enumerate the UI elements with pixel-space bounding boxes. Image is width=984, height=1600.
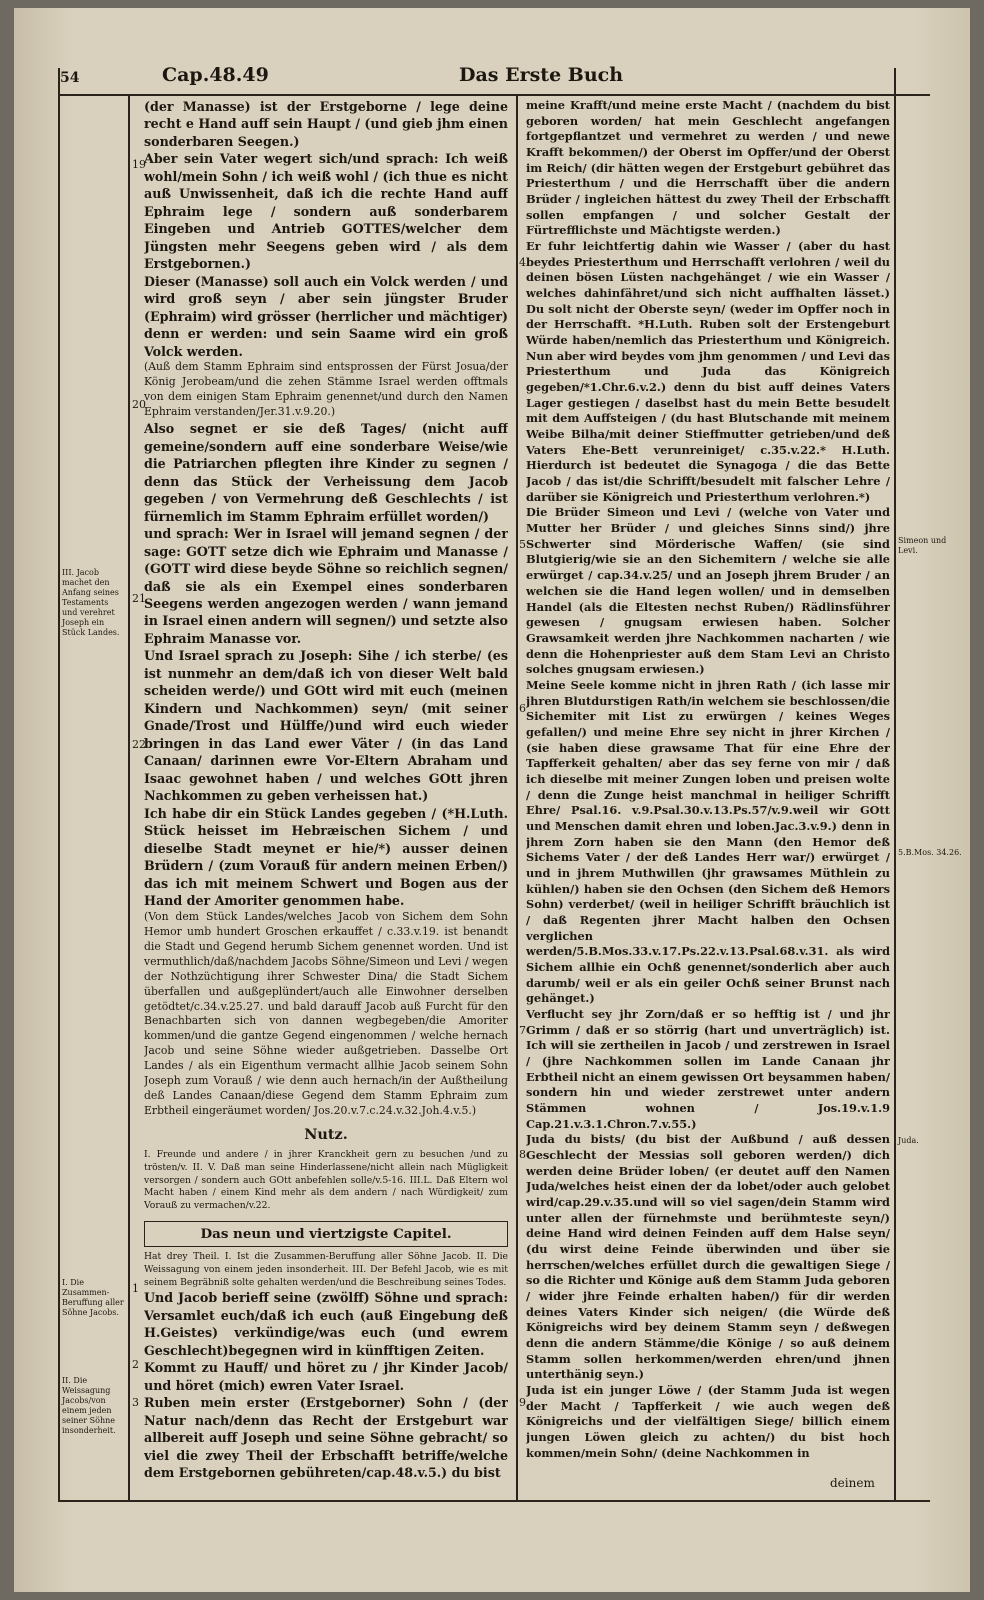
paragraph: Und Jacob berieff seine (zwölff) Söhne und sprach: Versamlet euch/daß ich euch (auß Eingebung deß H.Geistes) verkündige/was euch (und ewrem Geschlecht)begegnen wird in künfftigen Zeiten. <box>144 1290 508 1358</box>
margin-note-left-i: I. Die Zusammen-Beruffung aller Söhne Jacobs. <box>62 1278 124 1317</box>
paragraph: (der Manasse) ist der Erstgeborne / lege deine recht e Hand auff sein Haupt / (und gieb jhm einen sonderbaren Seegen.) <box>144 99 508 149</box>
column-divider <box>516 94 518 1500</box>
paragraph: meine Krafft/und meine erste Macht / (nachdem du bist geboren worden/ hat mein Geschlecht angefangen fortgepflantzet und vermehret zu werden / und newe Krafft bekommen/) der Oberst im Opffer/und der Oberst im Reich/ (dir hätten wegen der Erstgeburt gebühret das Priesterthum / und die Herrschafft über die andern Brüder / ingleichen hättest du zwey Theil der Erbschafft sollen empfangen / und solcher Gestalt der Fürtrefflichste und Mächtigste werden.) <box>526 98 890 238</box>
margin-note-left-iii: III. Jacob machet den Anfang seines Testaments und verehret Joseph ein Stück Landes. <box>62 568 120 637</box>
margin-note-left-ii: II. Die Weissagung Jacobs/von einem jeden seiner Söhne insonderheit. <box>62 1376 116 1435</box>
right-text-column <box>526 98 890 1498</box>
paragraph: und sprach: Wer in Israel will jemand segnen / der sage: GOTT setze dich wie Ephraim und Manasse / (GOTT wird diese beyde Söhne so reichlich segnen/ daß sie als ein Exempel eines sonderbaren Seegens werden angezogen werden / wann jemand in Israel einen andern will segnen/) und setzte also Ephraim Manasse vor. <box>144 526 508 646</box>
left-margin-rule <box>128 94 130 1500</box>
verse-number: 22 <box>132 738 146 751</box>
verse-number: 20 <box>132 398 146 411</box>
margin-note-right-simeon: Simeon und Levi. <box>898 536 947 555</box>
paragraph: Dieser (Manasse) soll auch ein Volck werden / und wird groß seyn / aber sein jüngster Bruder (Ephraim) wird grösser (herrlicher und mächtiger) denn er werden: und sein Saame wird ein groß Volck werden. <box>144 273 508 359</box>
paragraph: Ich habe dir ein Stück Landes gegeben / (*H.Luth. Stück heisset im Hebræischen Sichem / und dieselbe Stadt meynet er hie/*) ausser deinen Brüdern / (zum Vorauß für andern meinen Erben/) das ich mit meinem Schwert und Bogen aus der Hand der Amoriter genommen habe. <box>144 805 508 909</box>
paragraph: Er fuhr leichtfertig dahin wie Wasser / (aber du hast beydes Priesterthum und Herrschafft verlohren / weil du deinen bösen Lüsten nachgehänget / wie ein Wasser / welches dahinfähret/und sich nicht auffhalten lässet.) Du solt nicht der Oberste seyn/ (weder im Opffer noch in der Herrschafft. *H.Luth. Ruben solt der Erstengeburt Würde haben/nemlich das Priesterthum und Königreich. Nun aber wird beydes vom jhm genommen / und Levi das Priesterthum und Juda das Königreich gegeben/*1.Chr.6.v.2.) denn du bist auff deines Vaters Lager gestiegen / daselbst hast du mein Bette besudelt mit dem Auffsteigen / (du hast Blutschande mit meinem Weibe Bilha/mit deiner Stieffmutter getrieben/und deß Vaters Ehe-Bett verunreiniget/ c.35.v.22.* H.Luth. Hierdurch ist bedeutet die Synagoga / die das Bette Jacob / das ist/die Schrifft/besudelt mit falscher Lehre / darüber sie Königreich und Priesterthum verlohren.*) <box>526 239 890 504</box>
verse-number: 5 <box>519 538 526 551</box>
verse-number: 2 <box>132 1358 139 1371</box>
paragraph: Verflucht sey jhr Zorn/daß er so hefftig ist / und jhr Grimm / daß er so störrig (hart und unverträglich) ist. Ich will sie zertheilen in Jacob / und zerstrewen in Israel / (jhre Nachkommen sollen im Lande Canaan jhr Erbtheil nicht an einem gewissen Ort beysammen haben/ sondern hin und wieder zerstrewet unter andern Stämmen wohnen / Jos.19.v.1.9 Cap.21.v.3.1.Chron.7.v.55.) <box>526 1006 890 1131</box>
paragraph: Und Israel sprach zu Joseph: Sihe / ich sterbe/ (es ist nunmehr an dem/daß ich von dieser Welt bald scheiden werde/) und GOtt wird mit euch (meinen Kindern und Nachkommen) seyn/ (mit seiner Gnade/Trost und Hülffe/)und wird euch wieder bringen in das Land ewer Väter / (in das Land Canaan/ darinnen ewre Vor-Eltern Abraham und Isaac gewohnet haben / und welches GOtt jhren Nachkommen zu geben verheissen hat.) <box>144 648 508 804</box>
verse-number: 19 <box>132 158 146 171</box>
verse-number: 7 <box>519 1024 526 1037</box>
footer-rule <box>58 1500 930 1502</box>
verse-number: 21 <box>132 592 146 605</box>
margin-note-right-juda: Juda. <box>898 1136 919 1145</box>
paragraph: (Auß dem Stamm Ephraim sind entsprossen der Fürst Josua/der König Jerobeam/und die zehen Stämme Israel werden offtmals von dem einigen Stam Ephraim genennet/und durch den Namen Ephraim verstanden/Jer.31.v.9.20.) <box>144 360 508 419</box>
running-header-title: Das Erste Buch <box>459 64 624 86</box>
paragraph: Kommt zu Hauff/ und höret zu / jhr Kinder Jacob/ und höret (mich) ewren Vater Israel. <box>144 1360 508 1393</box>
header-rule <box>58 94 930 96</box>
running-header-chapter: Cap.48.49 <box>162 64 269 86</box>
paragraph: Die Brüder Simeon und Levi / (welche von Vater und Mutter her Brüder / und gleiches Sinns sind/) jhre Schwerter sind Mörderische Waffen/ (sie sind Blutgierig/wie sie an den Sichemitern / welche sie alle erwürget / cap.34.v.25/ und an Joseph jhrem Bruder / an welchen sie die Hand legen wollen/ und in demselben Handel (als die Eltesten nechst Ruben/) Rädlinsführer gewesen / gnugsam erwiesen haben. Solcher Grawsamkeit werden jhre Nachkommen nacharten / wie denn die Hohenpriester auß dem Stam Levi an Christo solches gnugsam erwiesen.) <box>526 505 890 677</box>
nutz-text: I. Freunde und andere / in jhrer Kranckheit gern zu besuchen /und zu trösten/v. II. V. Daß man seine Hinderlassene/nicht allein nach Mügligkeit versorgen / sondern auch GOtt anbefehlen solle/v.5-16. III.L. Daß Eltern wol Macht haben / einem Kind mehr als dem andern / nach Würdigkeit/ zum Vorauß zu vermachen/v.22. <box>144 1149 508 1212</box>
paragraph: Also segnet er sie deß Tages/ (nicht auff gemeine/sondern auff eine sonderbare Weise/wie die Patriarchen pflegten ihre Kinder zu segnen / denn das Stück der Verheissung dem Jacob gegeben / von Vermehrung deß Geschlechts / ist fürnemlich im Stamm Ephraim erfüllet worden/) <box>144 421 508 524</box>
verse-number: 9 <box>519 1396 526 1409</box>
paragraph: Juda du bists/ (du bist der Außbund / auß dessen Geschlecht der Messias soll geboren werden/) dich werden deine Brüder loben/ (er deutet auff den Namen Juda/welches heist einen der da lobet/oder auch gelobet wird/cap.29.v.35.und will so viel sagen/dein Stamm wird unter allen der fürnehmste und berühmteste seyn/) deine Hand wird deinen Feinden auff dem Halse seyn/ (du wirst deine Feinde überwinden und über sie herrschen/welches erfüllet durch die gewaltigen Siege / so die Richter und Könige auß dem Stamm Juda geboren / wider jhre Feinde erhalten haben/) für dir werden deines Vaters Kinder sich neigen/ (die Würde deß Königreichs wird bey deinem Stamm seyn / deßwegen denn die andern Stämme/die Könige / so auß deinem Stamm sollen herkommen/werden ehren/und jhnen unterthänig seyn.) <box>526 1132 890 1382</box>
verse-number: 8 <box>519 1148 526 1161</box>
paragraph: Aber sein Vater wegert sich/und sprach: Ich weiß wohl/mein Sohn / ich weiß wohl / (ich thue es nicht auß Unwissenheit, daß ich die rechte Hand auff Ephraim lege / sondern auß sonderbarem Eingeben und Antrieb GOTTES/welcher dem Jüngsten mehr Seegens geben wird / als dem Erstgebornen.) <box>144 151 508 272</box>
paragraph: Meine Seele komme nicht in jhren Rath / (ich lasse mir jhren Blutdurstigen Rath/in welchem sie beschlossen/die Sichemiter mit List zu erwürgen / keines Weges gefallen/) und meine Ehre sey nicht in jhrer Kirchen / (sie haben diese grawsame That für eine Ehre der Tapfferkeit gehalten/ aber das sey ferne von mir / daß ich dieselbe mit meiner Zungen loben und preisen wolte / denn die Zunge heist manchmal in heiliger Schrifft Ehre/ Psal.16. v.9.Psal.30.v.13.Ps.57/v.9.weil wir GOtt und Menschen damit ehren und loben.Jac.3.v.9.) denn in jhrem Zorn haben sie den Mann (den Hemor deß Sichems Vater / der deß Landes Herr war/) erwürget / und in jhrem Muthwillen (jhr grawsames Müthlein zu kühlen/) haben sie den Ochsen (den Sichem deß Hemors Sohn) verderbet/ (weil in heiliger Schrifft bräuchlich ist / daß Regenten jhrer Macht halben den Ochsen verglichen werden/5.B.Mos.33.v.17.Ps.22.v.13.Psal.68.v.31. als wird Sichem allhie ein Ochß genennet/sonderlich aber auch darumb/ weil er als ein geiler Ochß seiner Brunst nach gehänget.) <box>526 677 890 1006</box>
paragraph: Juda ist ein junger Löwe / (der Stamm Juda ist wegen der Macht / Tapfferkeit / wie auch wegen deß Königreichs und der vielfältigen Siege/ billich einem jungen Löwen gleich zu achten/) du bist hoch kommen/mein Sohn/ (deine Nachkommen in <box>526 1383 890 1460</box>
outer-left-rule <box>58 68 60 1500</box>
verse-number: 3 <box>132 1396 139 1409</box>
verse-number: 4 <box>519 256 526 269</box>
margin-note-right-ref: 5.B.Mos. 34.26. <box>898 848 962 857</box>
page-number: 54 <box>60 70 80 86</box>
paragraph: Ruben mein erster (Erstgeborner) Sohn / (der Natur nach/denn das Recht der Erstgeburt war allbereit auff Joseph und seine Söhne gebracht/ so viel die zwey Theil der Erbschafft betriffe/welche dem Erstgebornen gebühreten/cap.48.v.5.) du bist <box>144 1395 508 1481</box>
chapter-heading: Das neun und viertzigste Capitel. <box>144 1221 508 1248</box>
verse-number: 6 <box>519 702 526 715</box>
chapter-summary: Hat drey Theil. I. Ist die Zusammen-Beruffung aller Söhne Jacob. II. Die Weissagung von einem jeden insonderheit. III. Der Befehl Jacob, wie es mit seinem Begräbniß solte gehalten werden/und die Beschreibung seines Todes. <box>144 1251 508 1288</box>
right-margin-rule <box>894 68 896 1500</box>
bible-page <box>14 8 970 1592</box>
verse-number: 1 <box>132 1282 139 1295</box>
catchword: deinem <box>830 1476 875 1490</box>
left-text-column <box>144 98 508 1494</box>
nutz-heading: Nutz. <box>304 1126 348 1144</box>
paragraph: (Von dem Stück Landes/welches Jacob von Sichem dem Sohn Hemor umb hundert Groschen erkauffet / c.33.v.19. ist benandt die Stadt und Gegend herumb Sichem genennet worden. Und ist vermuthlich/daß/nachdem Jacobs Söhne/Simeon und Levi / wegen der Nothzüchtigung ihrer Schwester Dina/ die Stadt Sichem überfallen und außgeplündert/auch alle Einwohner derselben getödtet/c.34.v.25.27. und bald darauff Jacob auß Furcht für den Benachbarten sich von dannen wegbegeben/die Amoriter kommen/und die gantze Gegend eingenommen / welche hernach Jacob und seine Söhne wieder außgetrieben. Dasselbe Ort Landes / als ein Eigenthum vermacht allhie Jacob seinem Sohn Joseph zum Vorauß / wie denn auch hernach/in der Außtheilung deß Landes Canaan/diese Gegend dem Stamm Ephraim zum Erbtheil eingeräumet worden/ Jos.20.v.7.c.24.v.32.Joh.4.v.5.) <box>144 909 508 1118</box>
